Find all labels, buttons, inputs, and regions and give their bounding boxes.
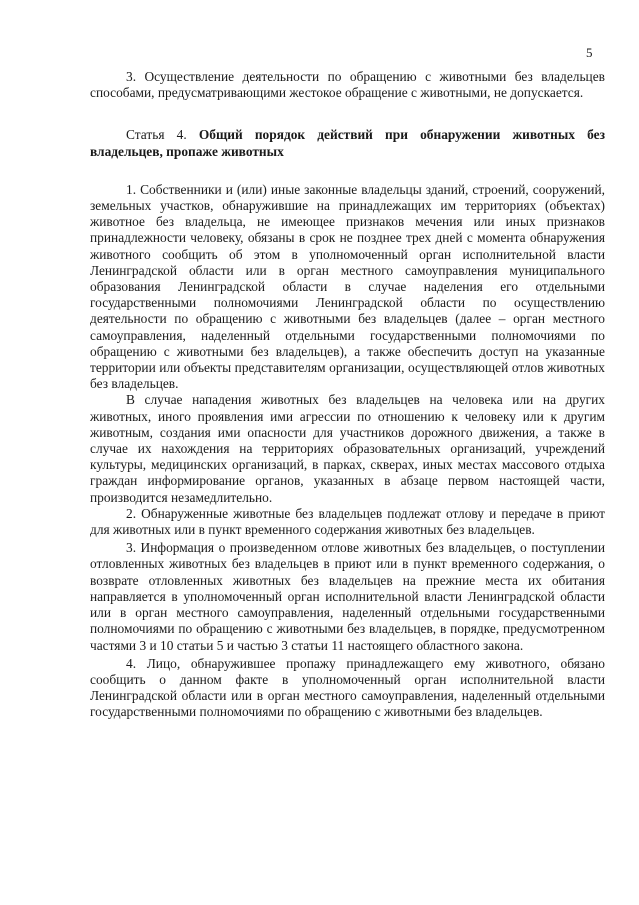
paragraph-article3-part3: 3. Осуществление деятельности по обращению с животными без владельцев способами, предусматривающими жестокое обращение с животными, не допускается. — [90, 69, 605, 101]
paragraph-part4: 4. Лицо, обнаружившее пропажу принадлежащего ему животного, обязано сообщить о данном факте в уполномоченный орган исполнительной власти Ленинградской области или в орган местного самоуправления, наделенный отдельными государственными полномочиями по обращению с животными без владельцев. — [90, 655, 605, 720]
paragraph-part2: 2. Обнаруженные животные без владельцев подлежат отлову и передаче в приют для животных или в пункт временного содержания животных без владельцев. — [90, 505, 605, 538]
page-number: 5 — [586, 45, 593, 60]
paragraph-part1-second: В случае нападения животных без владельцев на человека или на других животных, иного проявления ими агрессии по отношению к человеку или к другим животным, создания ими опасности для участников дорожного движения, а также в случае их нахождения на территориях образовательных организаций, учреждений культуры, медицинских организаций, в парках, скверах, иных местах массового отдыха граждан информирование органов, указанных в абзаце первом настоящей части, производится незамедлительно. — [90, 392, 605, 505]
article-title: Общий порядок действий при обнаружении животных без владельцев, пропаже животных — [90, 127, 605, 159]
paragraph-part1: 1. Собственники и (или) иные законные владельцы зданий, строений, сооружений, земельных участков, обнаружившие на принадлежащих им территориях (объектах) животное без владельца, не имеющее признаков мечения или иных признаков принадлежности человеку, обязаны в срок не позднее трех дней с момента обнаружения животного сообщить об этом в уполномоченный орган исполнительной власти Ленинградской области или в орган местного самоуправления муниципального образования Ленинградской области в случае наделения его отдельными государственными полномочиями Ленинградской области по осуществлению деятельности по обращению с животными без владельцев (далее – орган местного самоуправления, наделенный отдельными государственными полномочиями по обращению с животными без владельцев), а также обеспечить доступ на указанные территории или объекты представителям организации, осуществляющей отлов животных без владельцев. — [90, 181, 605, 392]
article-heading — [90, 127, 605, 159]
paragraph-part3: 3. Информация о произведенном отлове животных без владельцев, о поступлении отловленных животных без владельцев в приют или в пункт временного содержания, о возврате отловленных животных без владельцев на прежние места их обитания направляется в уполномоченный орган исполнительной власти Ленинградской области или в орган местного самоуправления, наделенный отдельными государственными полномочиями по обращению с животными без владельцев, в порядке, предусмотренном частями 3 и 10 статьи 5 и частью 3 статьи 11 настоящего областного закона. — [90, 540, 605, 653]
document-body — [90, 69, 605, 721]
article-number: Статья 4. — [126, 127, 187, 143]
